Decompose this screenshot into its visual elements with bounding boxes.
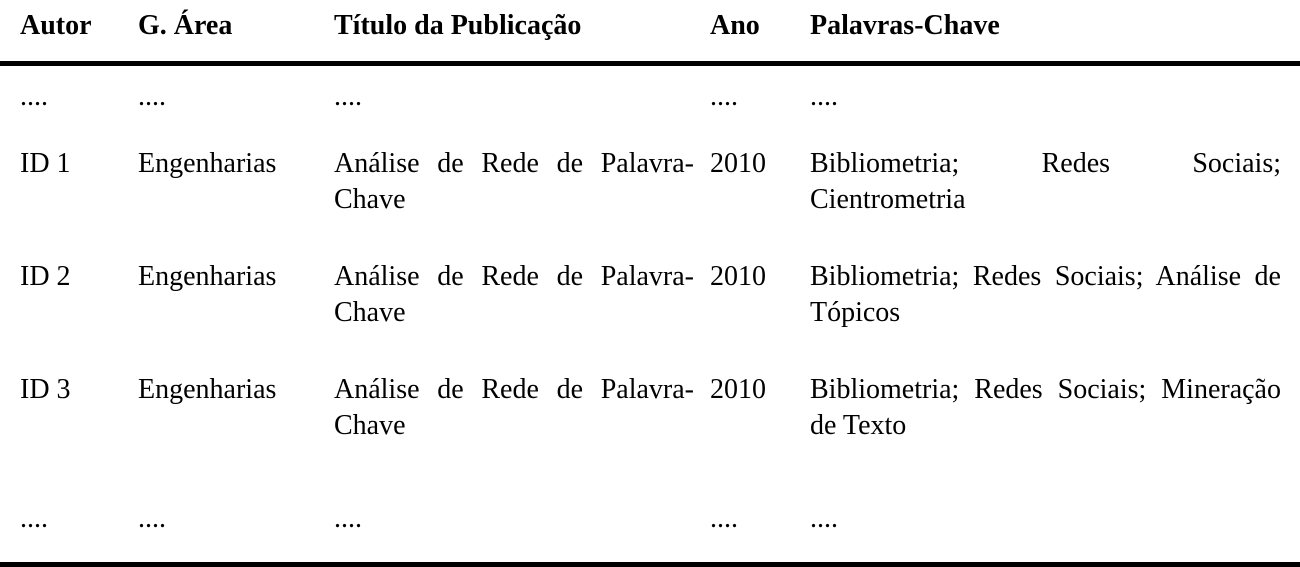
table-row-ellipsis-bottom [20,485,1281,537]
table-row [20,372,1281,485]
ellipsis-cell: .... [710,81,738,112]
table-row [20,146,1281,259]
cell-titulo: Análise de Rede de Palavra-Chave [334,374,694,441]
cell-autor: ID 1 [20,148,71,179]
header-ano: Ano [710,10,760,41]
cell-palavras-chave: Bibliometria; Redes Sociais; Cientrometria [810,148,1281,215]
cell-area: Engenharias [138,374,277,405]
cell-ano: 2010 [710,374,766,405]
ellipsis-cell: .... [138,81,166,112]
ellipsis-cell: .... [334,503,362,534]
header-autor: Autor [20,10,92,41]
cell-ano: 2010 [710,148,766,179]
cell-autor: ID 3 [20,374,71,405]
header-titulo: Título da Publicação [334,10,582,41]
cell-area: Engenharias [138,261,277,292]
ellipsis-cell: .... [810,81,838,112]
ellipsis-cell: .... [138,503,166,534]
cell-ano: 2010 [710,261,766,292]
header-area: G. Área [138,10,233,41]
cell-palavras-chave: Bibliometria; Redes Sociais; Mineração de Texto [810,374,1281,441]
ellipsis-cell: .... [810,503,838,534]
header-palavras-chave: Palavras-Chave [810,10,1000,41]
cell-titulo: Análise de Rede de Palavra-Chave [334,261,694,328]
ellipsis-cell: .... [20,503,48,534]
cell-titulo: Análise de Rede de Palavra-Chave [334,148,694,215]
cell-palavras-chave: Bibliometria; Redes Sociais; Análise de Tópicos [810,261,1281,328]
table-header-row [20,0,1281,54]
table-row-ellipsis-top [20,54,1281,146]
cell-autor: ID 2 [20,261,71,292]
table-row [20,259,1281,372]
ellipsis-cell: .... [334,81,362,112]
footer-rule [0,562,1300,567]
publications-table [20,0,1281,537]
ellipsis-cell: .... [710,503,738,534]
ellipsis-cell: .... [20,81,48,112]
cell-area: Engenharias [138,148,277,179]
